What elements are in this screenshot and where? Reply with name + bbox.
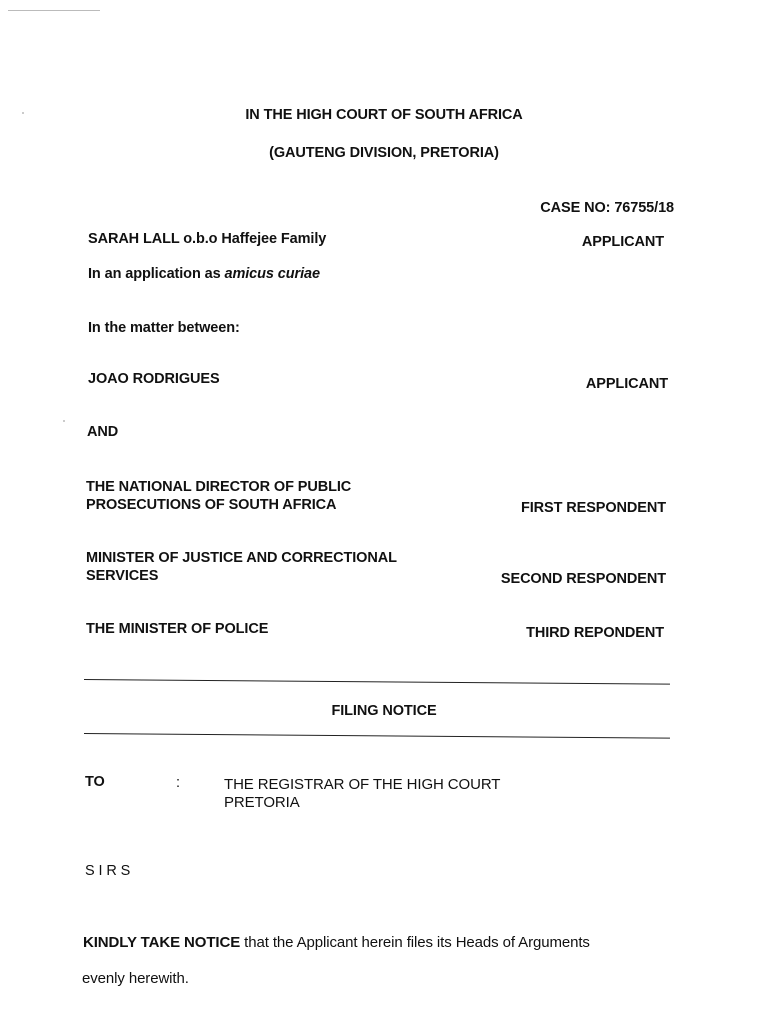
addressee-line1: THE REGISTRAR OF THE HIGH COURT [224,776,501,793]
scan-mark-line [8,10,100,11]
respondent-1-name-line2: PROSECUTIONS OF SOUTH AFRICA [86,497,337,513]
case-number: CASE NO: 76755/18 [540,200,674,216]
addressee-line2: PRETORIA [224,794,300,811]
court-division: (GAUTENG DIVISION, PRETORIA) [269,145,499,161]
amicus-role: APPLICANT [581,234,664,250]
respondent-2-role: SECOND RESPONDENT [500,571,666,587]
notice-title: FILING NOTICE [331,703,437,719]
amicus-curiae-emphasis: amicus curiae [224,266,320,282]
amicus-application [88,265,320,283]
respondent-3-role: THIRD REPONDENT [526,625,664,641]
court-name: IN THE HIGH COURT OF SOUTH AFRICA [245,107,523,123]
respondent-3-name: THE MINISTER OF POLICE [86,621,269,637]
applicant-role: APPLICANT [585,376,668,392]
respondent-2-name-line2: SERVICES [86,568,159,584]
body-line-1 [83,934,590,952]
and-label: AND [87,424,119,440]
salutation: S I R S [85,863,131,879]
body-line-2: evenly herewith. [82,970,189,987]
body-line-1-rest: that the Applicant herein files its Heads of Arguments [240,934,590,951]
respondent-1-role: FIRST RESPONDENT [520,500,666,516]
matter-intro: In the matter between: [88,320,240,336]
top-divider [84,679,670,685]
addressee-separator: : [176,775,180,791]
bottom-divider [84,733,670,739]
scan-speck [63,420,65,422]
respondent-1-name-line1: THE NATIONAL DIRECTOR OF PUBLIC [86,479,352,495]
body-emphasis: KINDLY TAKE NOTICE [83,934,241,951]
respondent-2-name-line1: MINISTER OF JUSTICE AND CORRECTIONAL [86,550,397,566]
addressee-label: TO [85,774,105,790]
applicant-name: JOAO RODRIGUES [88,371,220,387]
amicus-application-prefix: In an application as [88,266,225,282]
amicus-party: SARAH LALL o.b.o Haffejee Family [88,231,327,247]
